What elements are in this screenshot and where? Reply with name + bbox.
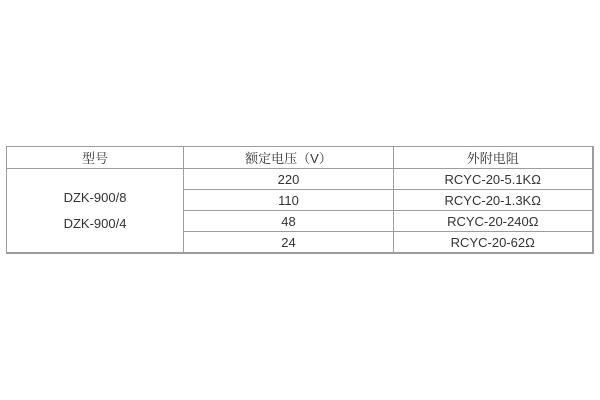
resistor-cell: RCYC-20-240Ω — [394, 211, 593, 232]
resistor-cell: RCYC-20-1.3KΩ — [394, 190, 593, 211]
spec-table — [6, 146, 594, 254]
voltage-cell: 220 — [184, 169, 394, 190]
model-line-2: DZK-900/4 — [63, 216, 127, 231]
voltage-cell: 48 — [184, 211, 394, 232]
model-line-1: DZK-900/8 — [63, 190, 127, 205]
model-cell — [7, 169, 184, 254]
table-header-row — [7, 147, 593, 169]
column-header-model: 型号 — [7, 147, 184, 169]
voltage-cell: 110 — [184, 190, 394, 211]
model-lines — [7, 190, 183, 231]
resistor-cell: RCYC-20-5.1KΩ — [394, 169, 593, 190]
resistor-cell: RCYC-20-62Ω — [394, 232, 593, 254]
voltage-cell: 24 — [184, 232, 394, 254]
column-header-external-resistor: 外附电阻 — [394, 147, 593, 169]
column-header-rated-voltage: 额定电压（V） — [184, 147, 394, 169]
table-row — [7, 169, 593, 190]
